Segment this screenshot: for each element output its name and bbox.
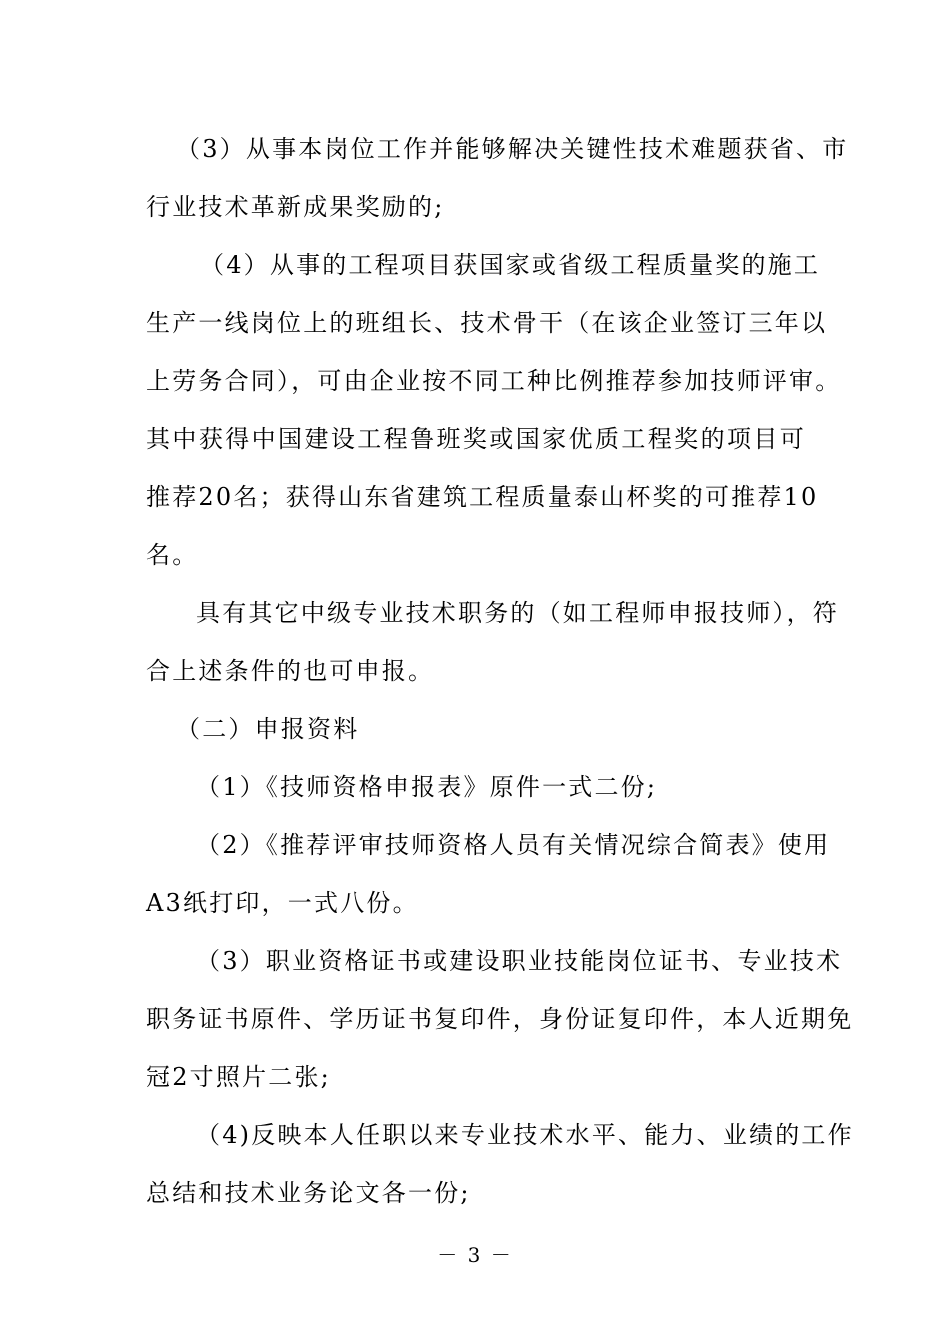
paragraph-4-line-3: 上劳务合同），可由企业按不同工种比例推荐参加技师评审。: [146, 367, 842, 395]
material-item-2-line-2: A3纸打印，一式八份。: [146, 889, 419, 917]
paragraph-3-line-1: （3）从事本岗位工作并能够解决关键性技术难题获省、市: [176, 135, 849, 163]
material-item-2-line-1: （2）《推荐评审技师资格人员有关情况综合简表》使用: [196, 831, 831, 859]
paragraph-4-line-2: 生产一线岗位上的班组长、技术骨干（在该企业签订三年以: [146, 309, 828, 337]
paragraph-4-line-1: （4）从事的工程项目获国家或省级工程质量奖的施工: [200, 251, 821, 279]
paragraph-other-line-2: 合上述条件的也可申报。: [146, 657, 435, 685]
material-item-3-line-3: 冠2寸照片二张;: [146, 1063, 331, 1091]
paragraph-3-line-2: 行业技术革新成果奖励的;: [146, 193, 445, 221]
paragraph-4-line-6: 名。: [146, 541, 199, 569]
material-item-1: （1）《技师资格申报表》原件一式二份;: [196, 773, 658, 801]
material-item-4-line-1: （4)反映本人任职以来专业技术水平、能力、业绩的工作: [196, 1121, 854, 1149]
material-item-3-line-1: （3）职业资格证书或建设职业技能岗位证书、专业技术: [196, 947, 843, 975]
page-number: － 3 －: [437, 1243, 513, 1267]
paragraph-4-line-5: 推荐20名；获得山东省建筑工程质量泰山杯奖的可推荐10: [146, 483, 819, 511]
material-item-4-line-2: 总结和技术业务论文各一份;: [146, 1179, 471, 1207]
material-item-3-line-2: 职务证书原件、学历证书复印件，身份证复印件，本人近期免: [146, 1005, 854, 1033]
paragraph-other-line-1: 具有其它中级专业技术职务的（如工程师申报技师），符: [196, 599, 839, 627]
paragraph-4-line-4: 其中获得中国建设工程鲁班奖或国家优质工程奖的项目可: [146, 425, 806, 453]
section-heading: （二）申报资料: [176, 715, 360, 743]
